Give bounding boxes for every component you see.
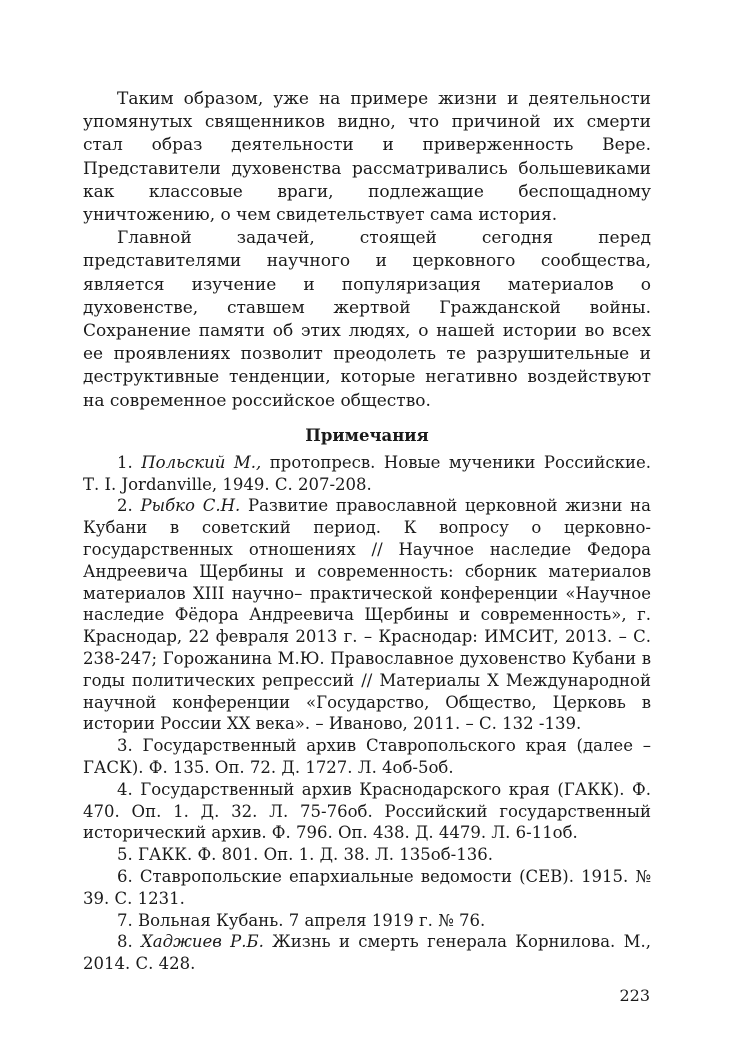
note-author: Хаджиев Р.Б. <box>141 932 264 952</box>
note-text: Вольная Кубань. 7 апреля 1919 г. № 76. <box>138 910 486 930</box>
paragraph: Главной задачей, стоящей сегодня перед представителями научного и церковного сообщества, является изучение и популяризация материалов о духовенстве, ставшем жертвой Гражданской войны. Сохранение памяти об этих людях, о нашей истории во всех ее проявлениях позволит преодолеть те разрушительные и деструктивные тенденции, которые негативно воздействуют на современное российское общество. <box>83 228 651 411</box>
note-item <box>83 844 651 866</box>
note-number: 3. <box>117 736 133 756</box>
page-content <box>83 88 651 975</box>
note-item <box>83 452 651 496</box>
note-item <box>83 779 651 844</box>
note-text: Развитие православной церковной жизни на Кубани в советский период. К вопросу о церковно-государственных отношениях // Научное наследие Федора Андреевича Щербины и современность: сборник материалов материалов XIII научно– практической конференции «Научное наследие Фёдора Андреевича Щербины и современность», г. Краснодар, 22 февраля 2013 г. – Краснодар: ИМСИТ, 2013. – С. 238-247; Горожанина М.Ю. Православное духовенство Кубани в годы политических репрессий // Материалы X Международной научной конференции «Государство, Общество, Церковь в истории России XX века». – Иваново, 2011. – С. 132 -139. <box>83 496 651 734</box>
note-text: Жизнь и смерть генерала Корнилова. М., 2014. С. 428. <box>83 932 651 974</box>
note-number: 6. <box>117 866 133 886</box>
note-number: 8. <box>117 932 133 952</box>
notes-list <box>83 452 651 975</box>
note-text: Государственный архив Краснодарского края (ГАКК). Ф. 470. Оп. 1. Д. 32. Л. 75-76об. Российский государственный исторический архив. Ф. 796. Оп. 438. Д. 4479. Л. 6-11об. <box>83 779 651 843</box>
note-author: Польский М., <box>141 452 262 472</box>
note-number: 7. <box>117 910 133 930</box>
note-text: Государственный архив Ставропольского края (далее – ГАСК). Ф. 135. Оп. 72. Д. 1727. Л. 4об-5об. <box>83 736 651 777</box>
note-text: Ставропольские епархиальные ведомости (СЕВ). 1915. № 39. С. 1231. <box>83 866 651 908</box>
page-number: 223 <box>619 986 650 1005</box>
note-author: Рыбко С.Н. <box>140 496 241 516</box>
paragraph: Таким образом, уже на примере жизни и деятельности упомянутых священников видно, что причиной их смерти стал образ деятельности и приверженность Вере. Представители духовенства рассматривались большевиками как классовые враги, подлежащие беспощадному уничтожению, о чем свидетельствует сама история. <box>83 89 651 226</box>
notes-heading: Примечания <box>305 425 429 445</box>
note-item <box>83 910 651 932</box>
note-number: 1. <box>117 452 133 472</box>
note-number: 5. <box>117 845 133 865</box>
note-item <box>83 931 651 975</box>
note-item <box>83 495 651 735</box>
note-number: 2. <box>117 496 133 516</box>
note-text: ГАКК. Ф. 801. Оп. 1. Д. 38. Л. 135об-136. <box>138 845 493 865</box>
note-text: протопресв. Новые мученики Российские. Т. I. Jordanville, 1949. С. 207-208. <box>83 452 651 494</box>
note-number: 4. <box>117 779 133 799</box>
body-text <box>83 88 651 413</box>
note-item <box>83 866 651 910</box>
note-item <box>83 735 651 779</box>
